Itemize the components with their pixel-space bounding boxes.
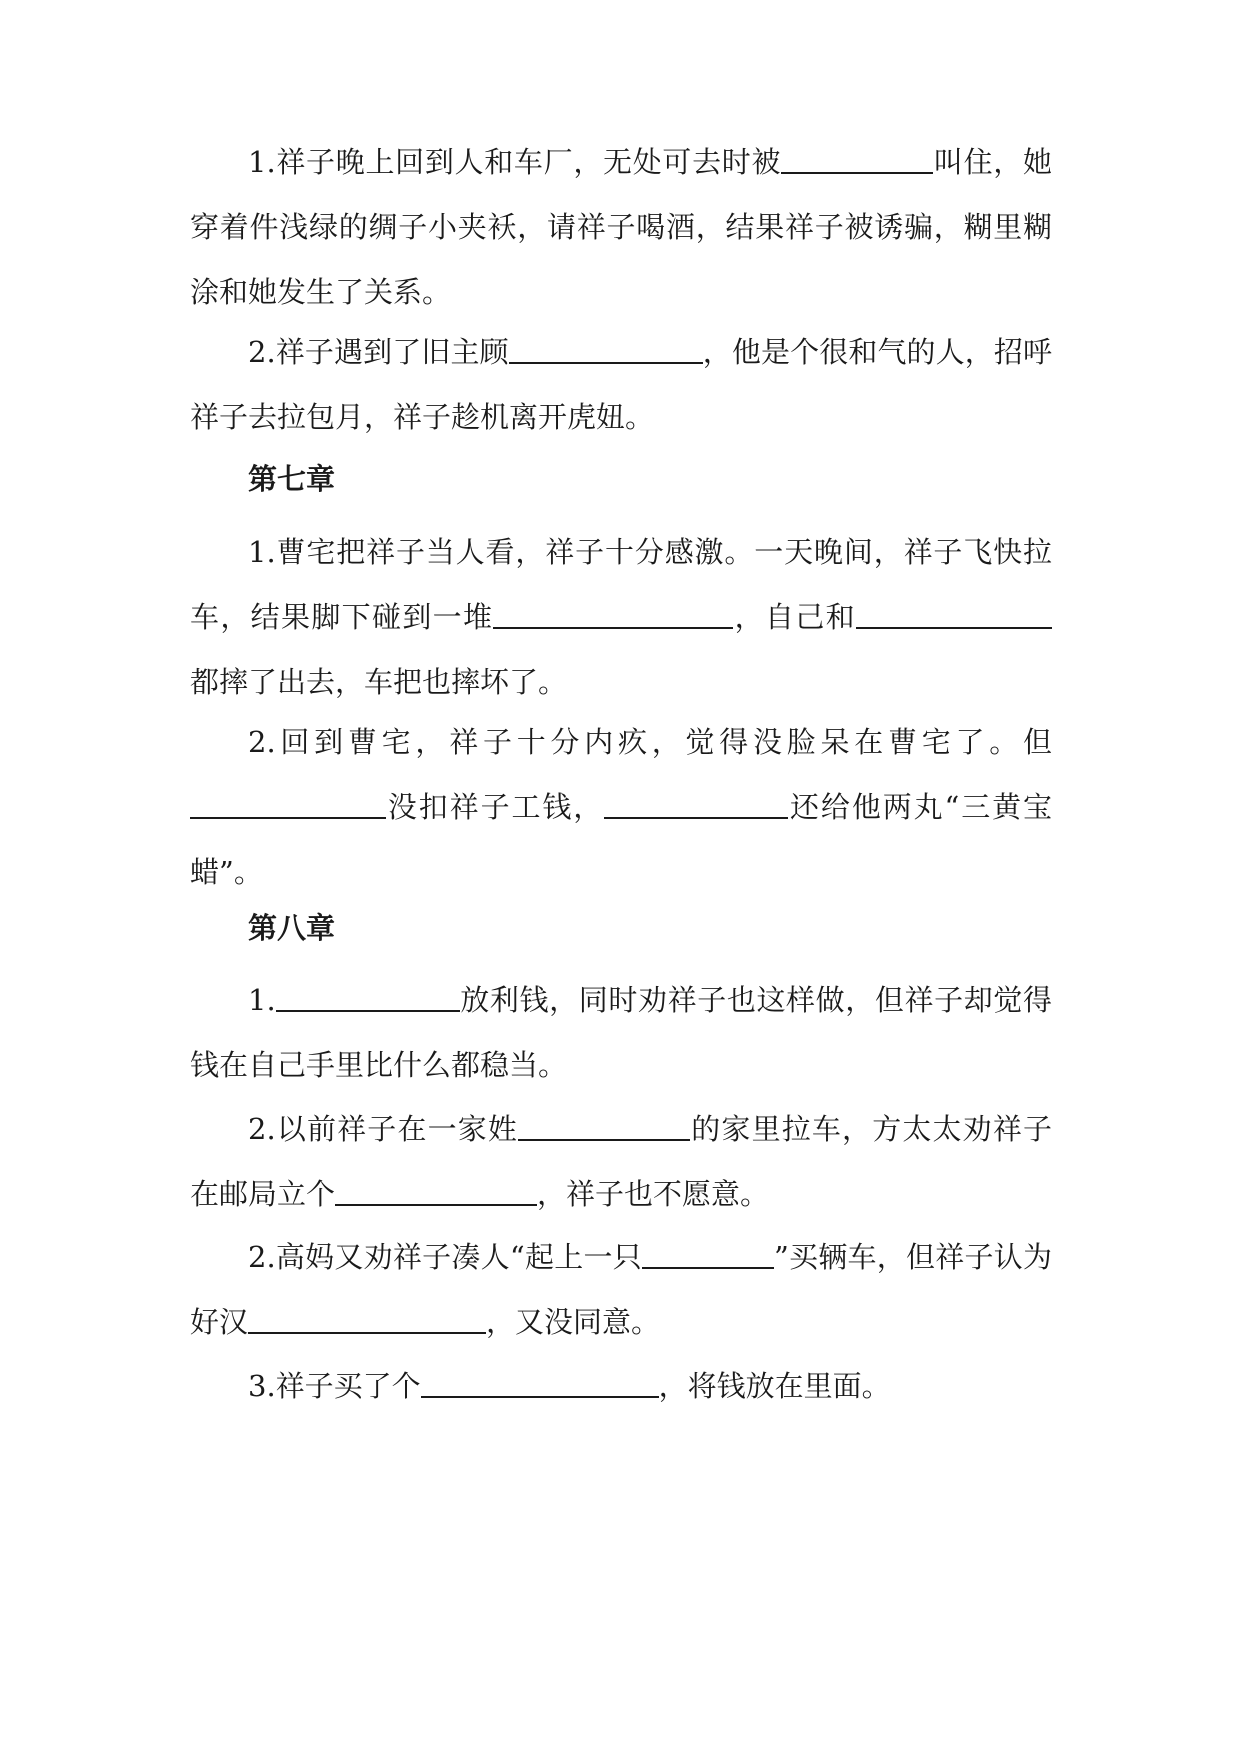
ch7-question-1 <box>190 520 1052 715</box>
chapter-heading-7: 第七章 <box>248 462 336 496</box>
answer-blank[interactable] <box>509 332 703 364</box>
ch6-question-1 <box>190 130 1052 325</box>
text-segment: 1. <box>248 983 276 1017</box>
answer-blank[interactable] <box>248 1302 486 1334</box>
text-segment: ，祥子也不愿意。 <box>537 1177 770 1211</box>
text-segment: 2.祥子遇到了旧主顾 <box>248 335 509 369</box>
text-segment: 都摔了出去，车把也摔坏了。 <box>190 665 568 699</box>
answer-blank[interactable] <box>518 1109 690 1141</box>
text-segment: 1.祥子晚上回到人和车厂，无处可去时被 <box>248 145 782 179</box>
ch8-question-4 <box>190 1354 1052 1419</box>
text-segment: 的家里拉车，方太太劝祥子在邮局立个 <box>190 1112 1052 1211</box>
ch7-question-2 <box>190 710 1052 905</box>
text-segment: ，又没同意。 <box>486 1305 661 1339</box>
answer-blank[interactable] <box>335 1174 537 1206</box>
answer-blank[interactable] <box>493 597 733 629</box>
answer-blank[interactable] <box>856 597 1052 629</box>
answer-blank[interactable] <box>421 1366 659 1398</box>
text-segment: 没扣祥子工钱， <box>386 790 605 824</box>
answer-blank[interactable] <box>604 787 788 819</box>
text-segment: 2.回到曹宅，祥子十分内疚，觉得没脸呆在曹宅了。但 <box>248 725 1052 759</box>
text-segment: 2.以前祥子在一家姓 <box>248 1112 519 1146</box>
text-segment: ，他是个很和气的人，招呼祥子去拉包月，祥子趁机离开虎妞。 <box>190 335 1052 434</box>
text-segment: 3.祥子买了个 <box>248 1369 421 1403</box>
text-segment: ”买辆车，但祥子认为好汉 <box>190 1240 1052 1339</box>
answer-blank[interactable] <box>190 787 386 819</box>
ch8-question-1 <box>190 968 1052 1098</box>
text-segment: ，将钱放在里面。 <box>658 1369 891 1403</box>
ch8-question-3 <box>190 1225 1052 1355</box>
answer-blank[interactable] <box>781 142 933 174</box>
answer-blank[interactable] <box>642 1237 774 1269</box>
text-segment: 2.高妈又劝祥子凑人“起上一只 <box>248 1240 642 1274</box>
ch6-question-2 <box>190 320 1052 450</box>
text-segment: ，自己和 <box>733 600 856 634</box>
chapter-heading-8: 第八章 <box>248 911 336 945</box>
ch8-question-2 <box>190 1097 1052 1227</box>
answer-blank[interactable] <box>276 980 460 1012</box>
text-segment: 叫住，她穿着件浅绿的绸子小夹袄，请祥子喝酒，结果祥子被诱骗，糊里糊涂和她发生了关系。 <box>190 145 1052 309</box>
text-segment: 还给他两丸“三黄宝蜡”。 <box>190 790 1052 889</box>
text-segment: 1.曹宅把祥子当人看，祥子十分感激。一天晚间，祥子飞快拉车，结果脚下碰到一堆 <box>190 535 1052 634</box>
text-segment: 放利钱，同时劝祥子也这样做，但祥子却觉得钱在自己手里比什么都稳当。 <box>190 983 1052 1082</box>
